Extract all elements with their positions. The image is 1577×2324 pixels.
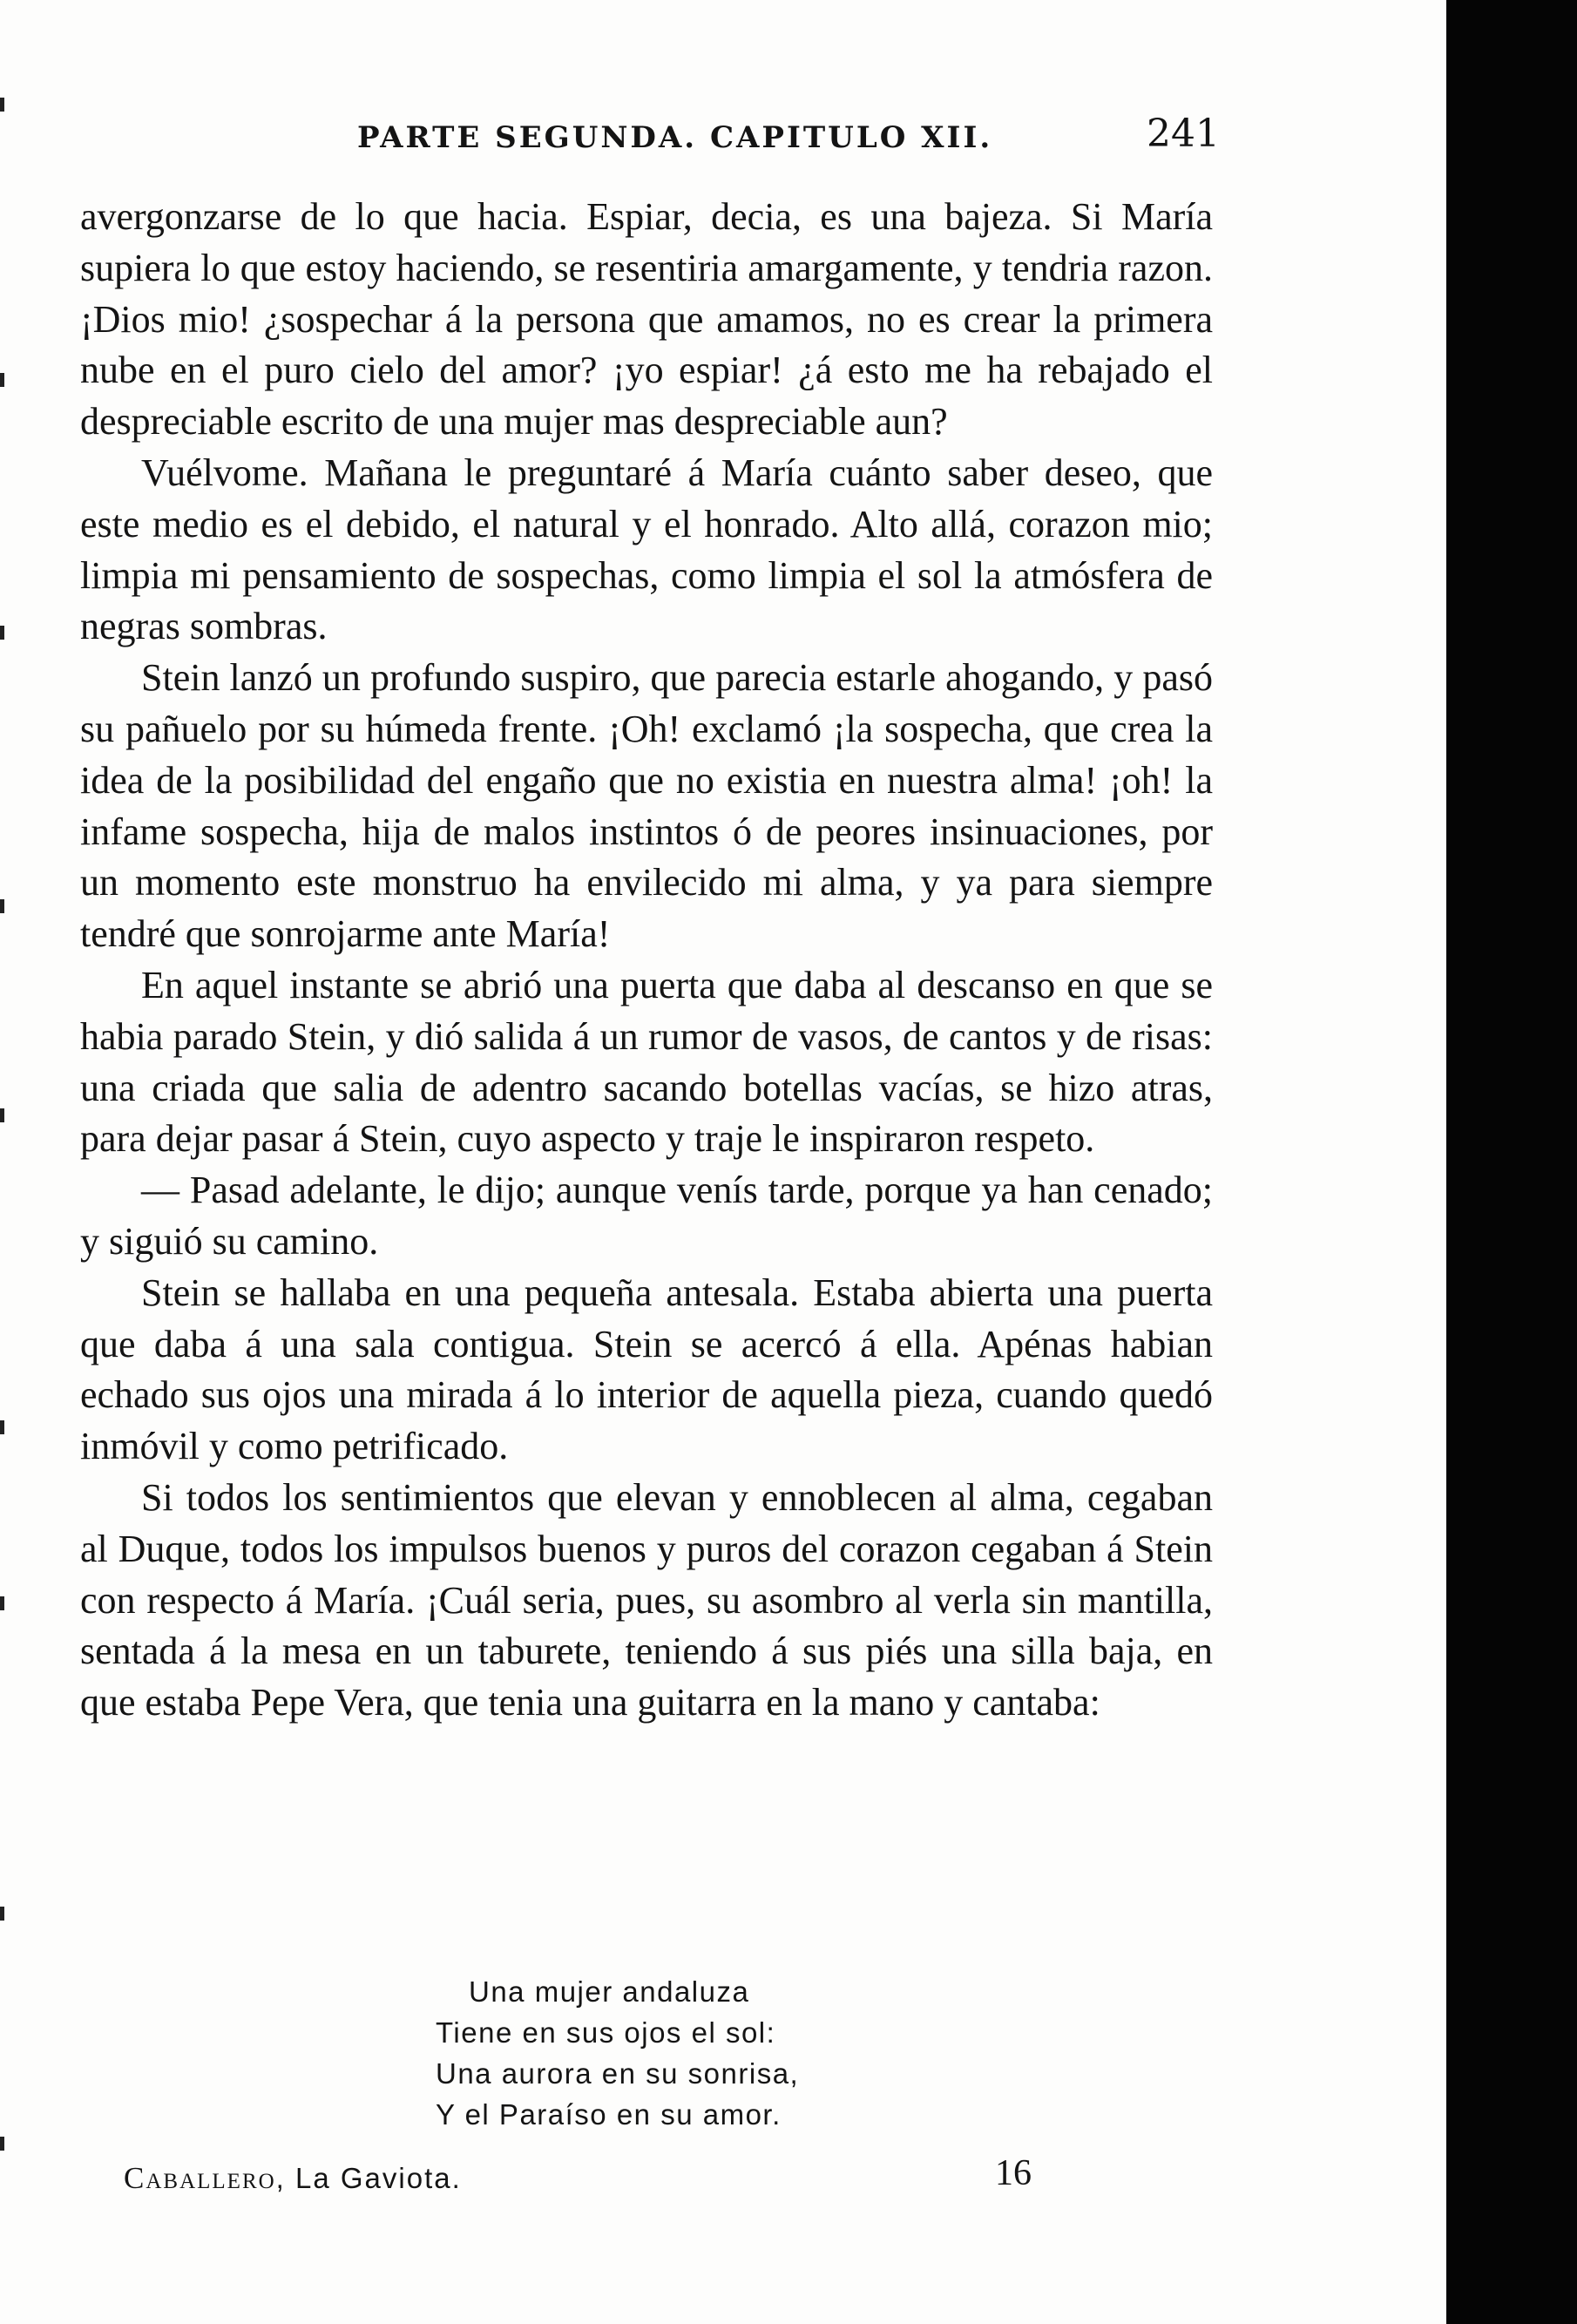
footer-author: Caballero [124, 2161, 276, 2195]
signature-line [124, 2161, 462, 2196]
body-text [80, 192, 1213, 1729]
verse-line: Una aurora en su sonrisa, [436, 2057, 800, 2090]
paragraph: — Pasad adelante, le dijo; aunque venís tarde, porque ya han cenado; y siguió su camino. [80, 1169, 1213, 1263]
paragraph: Si todos los sentimientos que elevan y ennoblecen al alma, cegaban al Duque, todos los impulsos buenos y puros del corazon cegaban á Stein con respecto á María. ¡Cuál seria, pues, su asombro al verla sin mantilla, sentada á la mesa en un taburete, teniendo á sus piés una silla baja, en que estaba Pepe Vera, que tenia una guitarra en la mano y cantaba: [80, 1475, 1213, 1724]
paragraph: Stein lanzó un profundo suspiro, que parecia estarle ahogando, y pasó su pañuelo por su húmeda frente. ¡Oh! exclamó ¡la sospecha, que crea la idea de la posibilidad del engaño que no existia en nuestra alma! ¡oh! la infame sospecha, hija de malos instintos ó de peores insinuaciones, por un momento este monstruo ha envilecido mi alma, y ya para siempre tendré que sonrojarme ante María! [80, 656, 1213, 956]
paragraph: En aquel instante se abrió una puerta que daba al descanso en que se habia parado Stein, y dió salida á un rumor de vasos, de cantos y de risas: una criada que salia de adentro sacando botellas vacías, se hizo atras, para dejar pasar á Stein, cuyo aspecto y traje le inspiraron respeto. [80, 963, 1213, 1161]
page-number: 241 [1147, 112, 1220, 156]
verse-line: Y el Paraíso en su amor. [436, 2098, 782, 2131]
scan-edge [1446, 0, 1577, 2324]
margin-mark [0, 1907, 4, 1921]
margin-mark [0, 373, 4, 387]
page-footer [124, 2145, 1030, 2198]
verse-line: Tiene en sus ojos el sol: [436, 2016, 776, 2049]
running-title: PARTE SEGUNDA. CAPITULO XII. [357, 120, 993, 155]
paragraph: avergonzarse de lo que hacia. Espiar, decia, es una bajeza. Si María supiera lo que estoy haciendo, se resentiria amargamente, y tendria razon. ¡Dios mio! ¿sospechar á la persona que amamos, no es crear la primera nube en el puro cielo del amor? ¡yo espiar! ¿á esto me ha rebajado el despreciable escrito de una mujer mas despreciable aun? [80, 195, 1213, 444]
margin-mark [0, 98, 4, 112]
verse-line: Una mujer andaluza [469, 1975, 750, 2008]
margin-mark [0, 1108, 4, 1122]
verse-block [436, 1971, 854, 2135]
margin-mark [0, 1420, 4, 1434]
paragraph: Vuélvome. Mañana le preguntaré á María cuánto saber deseo, que este medio es el debido, el natural y el honrado. Alto allá, corazon mio; limpia mi pensamiento de sospechas, como limpia el sol la atmósfera de negras sombras. [80, 451, 1213, 648]
paragraph: Stein se hallaba en una pequeña antesala. Estaba abierta una puerta que daba á una sala contigua. Stein se acercó á ella. Apénas habian echado sus ojos una mirada á lo interior de aquella pieza, cuando quedó inmóvil y como petrificado. [80, 1270, 1213, 1468]
margin-mark [0, 626, 4, 640]
page-header [357, 112, 1220, 164]
margin-mark [0, 2137, 4, 2151]
footer-title: , La Gaviota. [275, 2162, 462, 2194]
margin-mark [0, 1596, 4, 1610]
margin-mark [0, 899, 4, 913]
sheet-number: 16 [995, 2153, 1032, 2193]
